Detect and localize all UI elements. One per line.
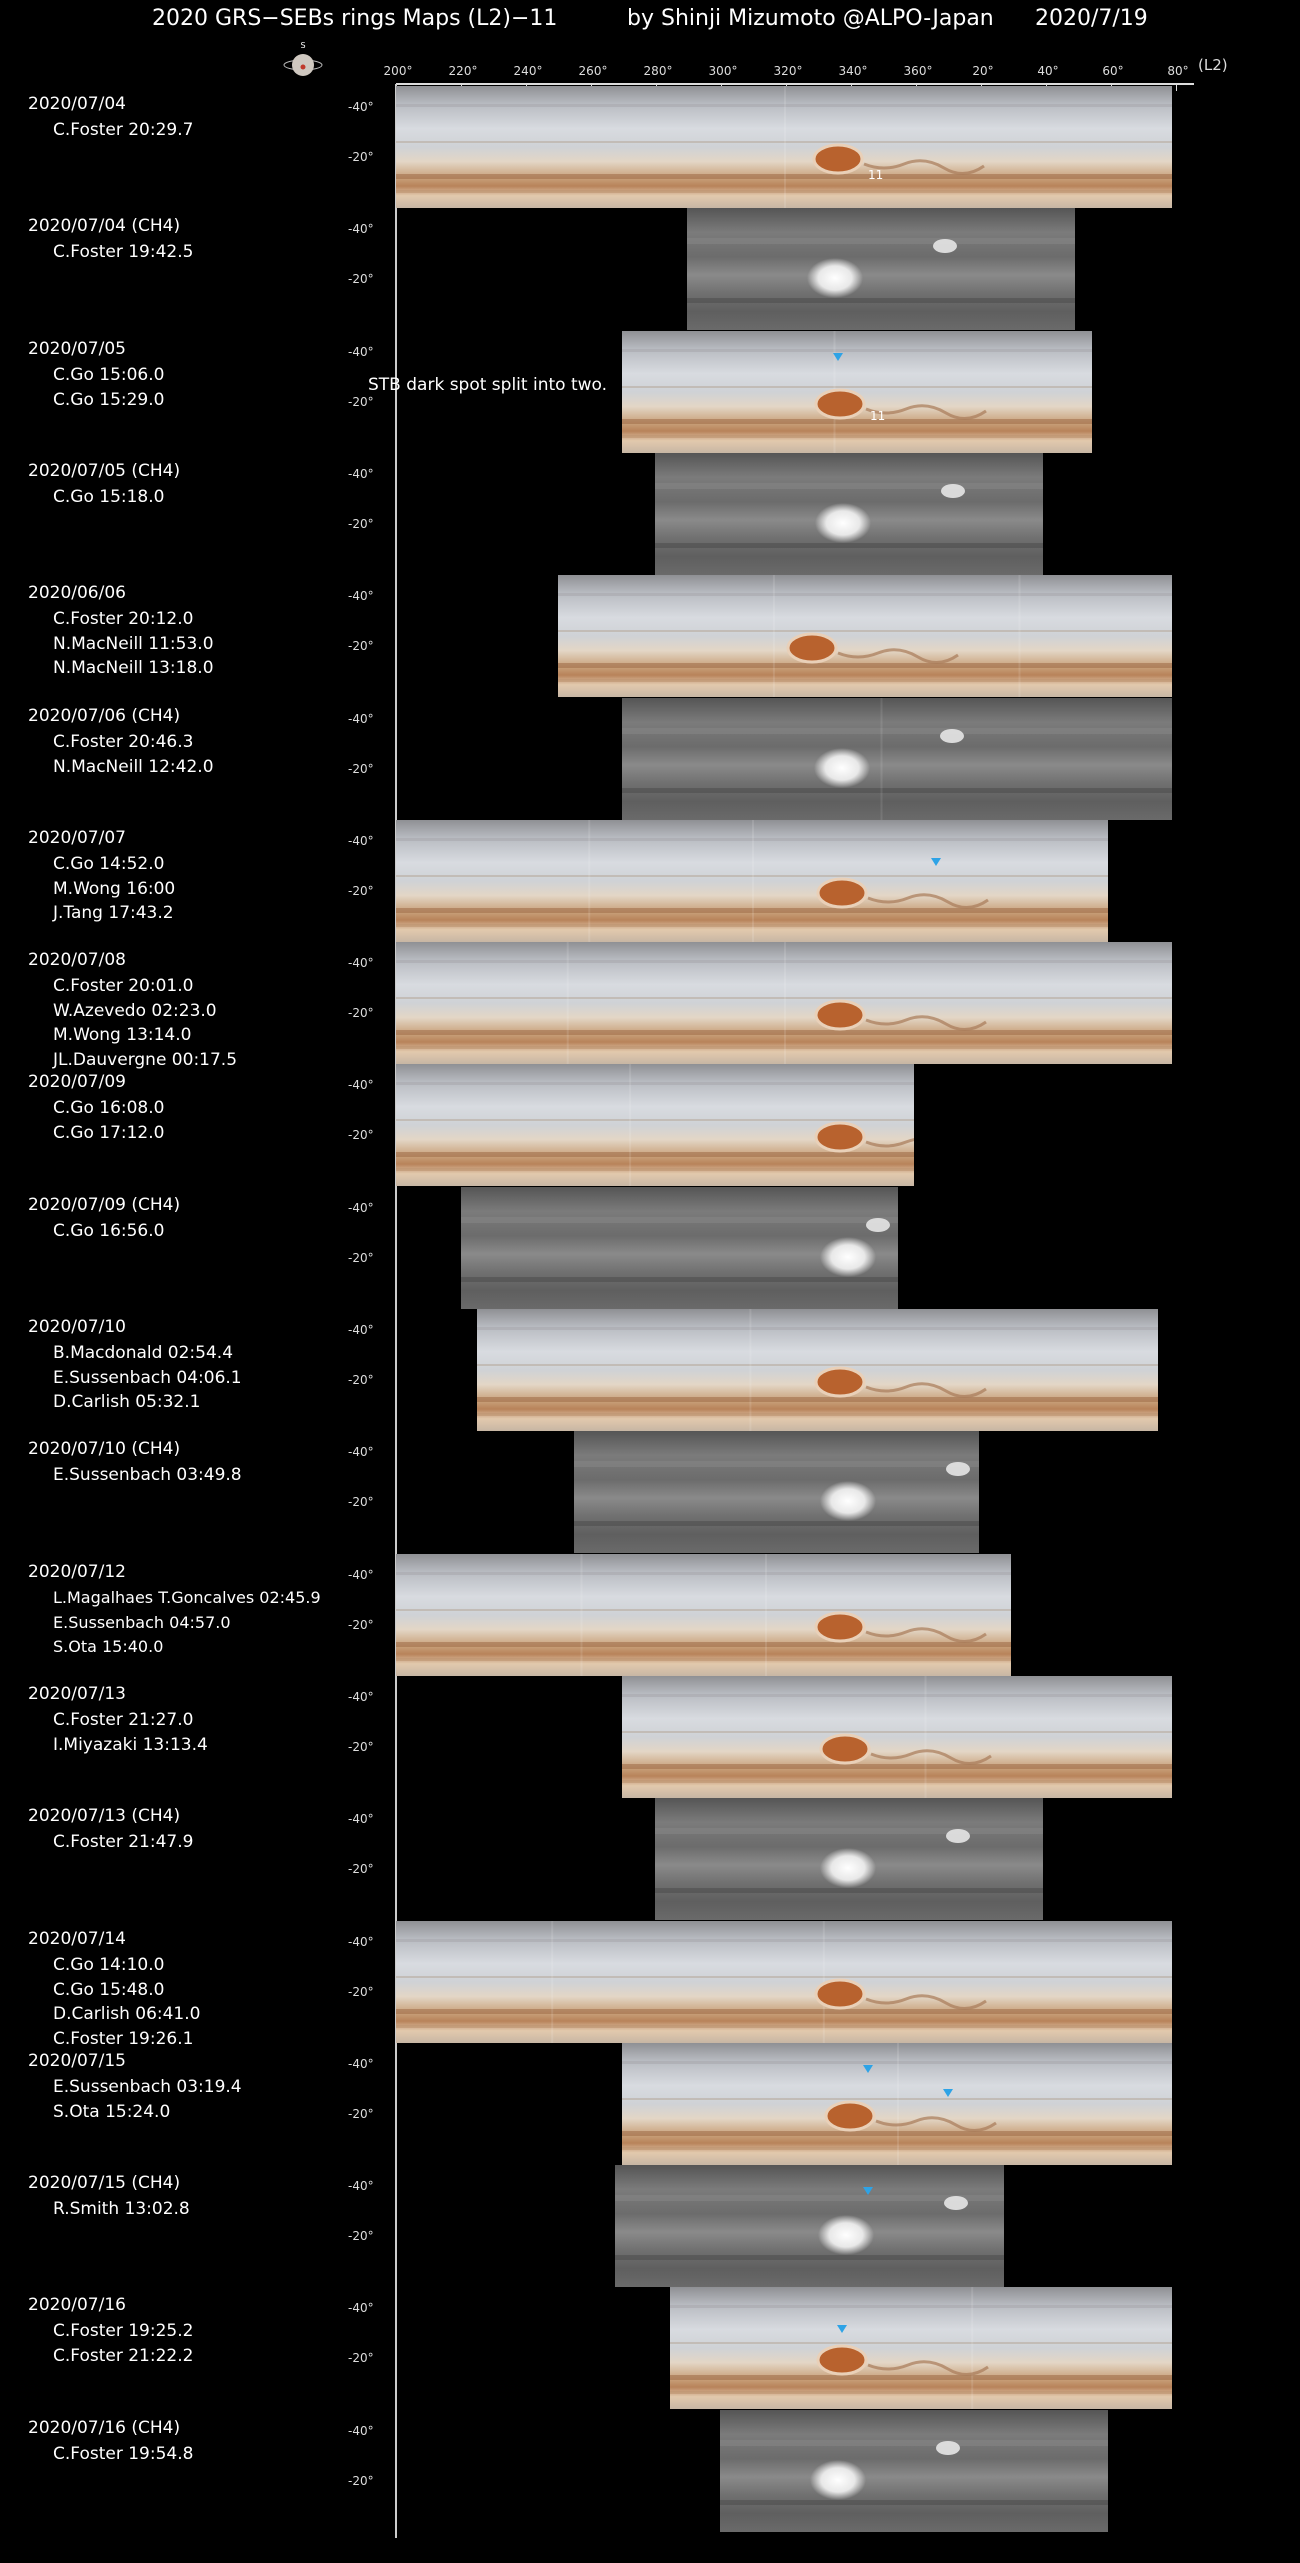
map-row-ch4 [0, 1187, 1300, 1309]
row-date: 2020/07/04 [28, 94, 126, 114]
lat-label-40: -40° [348, 100, 374, 114]
mosaic-seam [784, 86, 786, 208]
map-row-color [0, 1309, 1300, 1431]
great-red-spot [818, 2346, 866, 2374]
row-observers [53, 1096, 164, 1145]
mosaic-seam [925, 1676, 927, 1798]
observer-entry: D.Carlish 06:41.0 [53, 2004, 201, 2024]
color-strip-map [396, 942, 1172, 1064]
row-observers [53, 1953, 200, 2051]
row-date: 2020/07/09 (CH4) [28, 1195, 181, 1215]
observer-entry: R.Smith 13:02.8 [53, 2199, 190, 2219]
row-observers [53, 974, 237, 1072]
great-red-spot [816, 1613, 864, 1641]
observer-entry: C.Foster 20:29.7 [53, 120, 194, 140]
observer-entry: N.MacNeill 13:18.0 [53, 658, 214, 678]
lat-label-20: -20° [348, 272, 374, 286]
ch4-strip-map [687, 208, 1075, 330]
mosaic-seam [1019, 575, 1021, 697]
lat-label-20: -20° [348, 1618, 374, 1632]
observer-entry: L.Magalhaes T.Goncalves 02:45.9 [53, 1588, 321, 1607]
row-date: 2020/07/15 (CH4) [28, 2173, 181, 2193]
lat-label-20: -20° [348, 1006, 374, 1020]
lat-label-20: -20° [348, 884, 374, 898]
row-observers [53, 363, 164, 412]
ch4-strip-map [622, 698, 1172, 820]
mosaic-seam [567, 942, 569, 1064]
ch4-strip-map [574, 1431, 979, 1553]
observer-entry: JL.Dauvergne 00:17.5 [53, 1049, 238, 1070]
lat-label-40: -40° [348, 1078, 374, 1092]
color-strip-map [396, 86, 1172, 208]
row-date: 2020/07/09 [28, 1072, 126, 1092]
bright-oval [933, 239, 957, 253]
great-red-spot-ch4 [820, 1237, 876, 1277]
map-row-ch4 [0, 1798, 1300, 1920]
map-row-ch4 [0, 2410, 1300, 2532]
row-observers [53, 1708, 208, 1757]
color-strip-map [622, 331, 1092, 453]
row-date: 2020/07/08 [28, 950, 126, 970]
bright-oval [866, 1218, 890, 1232]
row-observers [53, 240, 193, 265]
great-red-spot [816, 1980, 864, 2008]
observer-entry: E.Sussenbach 04:06.1 [53, 1367, 242, 1388]
color-strip-map [477, 1309, 1158, 1431]
bright-oval [941, 484, 965, 498]
lat-label-40: -40° [348, 956, 374, 970]
lat-label-40: -40° [348, 1323, 374, 1337]
row-date: 2020/07/13 [28, 1684, 126, 1704]
lat-label-20: -20° [348, 2229, 374, 2243]
observer-entry: S.Ota 15:24.0 [53, 2101, 171, 2122]
great-red-spot [821, 1735, 869, 1763]
great-red-spot [788, 634, 836, 662]
row-date: 2020/07/05 (CH4) [28, 461, 181, 481]
map-row-color [0, 331, 1300, 453]
observer-entry: N.MacNeill 11:53.0 [53, 633, 214, 654]
observer-entry: C.Foster 21:22.2 [53, 2345, 194, 2366]
row-date: 2020/07/16 [28, 2295, 126, 2315]
color-strip-map [622, 1676, 1172, 1798]
map-row-color [0, 1064, 1300, 1186]
row-observers [53, 1341, 242, 1415]
great-red-spot [814, 145, 862, 173]
axis-line [396, 83, 1194, 85]
bright-oval [944, 2196, 968, 2210]
axis-tick-label: 40° [1037, 64, 1059, 78]
map-row-color [0, 575, 1300, 697]
axis-tick-label: 240° [513, 64, 543, 78]
axis-unit-label: (L2) [1198, 56, 1228, 74]
lat-label-40: -40° [348, 345, 374, 359]
great-red-spot [816, 1001, 864, 1029]
row-date: 2020/07/13 (CH4) [28, 1806, 181, 1826]
map-row-color [0, 1921, 1300, 2049]
color-strip-map [396, 1064, 914, 1186]
map-row-color [0, 820, 1300, 942]
lat-label-20: -20° [348, 1128, 374, 1142]
author-text: by Shinji Mizumoto @ALPO-Japan [627, 6, 994, 31]
observer-entry: C.Foster 19:26.1 [53, 2028, 194, 2049]
observer-entry: C.Go 16:56.0 [53, 1221, 165, 1241]
great-red-spot-ch4 [820, 1848, 876, 1888]
lat-label-20: -20° [348, 1862, 374, 1876]
bright-oval [946, 1462, 970, 1476]
axis-tick-label: 340° [838, 64, 868, 78]
mosaic-seam [773, 575, 775, 697]
lat-label-40: -40° [348, 2057, 374, 2071]
row-date: 2020/06/06 [28, 583, 126, 603]
observer-entry: C.Foster 19:42.5 [53, 242, 194, 262]
observer-entry: C.Go 15:48.0 [53, 1979, 165, 2000]
row-date: 2020/07/16 (CH4) [28, 2418, 181, 2438]
mosaic-seam [765, 1554, 767, 1676]
row-observers [53, 1463, 242, 1488]
lat-label-40: -40° [348, 834, 374, 848]
row-observers [53, 730, 214, 779]
row-observers [53, 2319, 193, 2368]
row-observers [53, 1219, 164, 1244]
lat-label-20: -20° [348, 1985, 374, 1999]
color-strip-map [396, 1921, 1172, 2043]
south-marker-label: S [300, 41, 306, 50]
lat-label-20: -20° [348, 1740, 374, 1754]
map-row-ch4 [0, 2165, 1300, 2287]
map-row-color [0, 2043, 1300, 2165]
great-red-spot [816, 390, 864, 418]
great-red-spot-ch4 [815, 503, 871, 543]
observer-entry: D.Carlish 05:32.1 [53, 1392, 201, 1412]
observer-entry: M.Wong 16:00 [53, 878, 176, 899]
observer-entry: C.Foster 20:01.0 [53, 976, 194, 996]
map-row-ch4 [0, 1431, 1300, 1553]
axis-tick-label: 60° [1102, 64, 1124, 78]
lat-label-20: -20° [348, 2474, 374, 2488]
row-date: 2020/07/14 [28, 1929, 126, 1949]
lat-label-20: -20° [348, 150, 374, 164]
row-date: 2020/07/12 [28, 1562, 126, 1582]
map-row-color [0, 942, 1300, 1070]
observer-entry: C.Go 15:18.0 [53, 487, 165, 507]
axis-tick-label: 220° [448, 64, 478, 78]
observer-entry: C.Go 15:06.0 [53, 365, 165, 385]
map-row-ch4 [0, 453, 1300, 575]
map-row-color [0, 1554, 1300, 1676]
title-text: 2020 GRS−SEBs rings Maps (L2)−11 [152, 6, 558, 31]
observer-entry: M.Wong 13:14.0 [53, 1025, 192, 1045]
lat-label-20: -20° [348, 1251, 374, 1265]
lat-label-20: -20° [348, 639, 374, 653]
row-observers [53, 2197, 190, 2222]
observer-entry: E.Sussenbach 03:49.8 [53, 1465, 242, 1485]
bright-oval [940, 729, 964, 743]
observer-entry: I.Miyazaki 13:13.4 [53, 1734, 208, 1755]
mosaic-seam [881, 698, 883, 820]
mosaic-seam [752, 820, 754, 942]
lat-label-40: -40° [348, 2424, 374, 2438]
mosaic-seam [971, 2287, 973, 2409]
lat-label-40: -40° [348, 1201, 374, 1215]
great-red-spot [818, 879, 866, 907]
lat-label-20: -20° [348, 517, 374, 531]
color-strip-map [670, 2287, 1172, 2409]
map-row-color [0, 86, 1300, 208]
row-observers [53, 485, 164, 510]
observer-entry: C.Foster 19:54.8 [53, 2444, 194, 2464]
axis-tick-label: 300° [708, 64, 738, 78]
lat-label-40: -40° [348, 1812, 374, 1826]
axis-tick-label: 80° [1167, 64, 1189, 78]
lat-label-20: -20° [348, 2107, 374, 2121]
row-observers [53, 2075, 242, 2124]
observer-entry: E.Sussenbach 04:57.0 [53, 1612, 231, 1632]
lat-label-20: -20° [348, 762, 374, 776]
lat-label-40: -40° [348, 467, 374, 481]
observer-entry: B.Macdonald 02:54.4 [53, 1343, 234, 1363]
great-red-spot [826, 2102, 874, 2130]
great-red-spot-ch4 [810, 2460, 866, 2500]
ch4-strip-map [461, 1187, 898, 1309]
row-date: 2020/07/05 [28, 339, 126, 359]
page-title [0, 6, 1300, 40]
map-row-color [0, 2287, 1300, 2409]
lat-label-40: -40° [348, 589, 374, 603]
observer-entry: C.Go 16:08.0 [53, 1098, 165, 1118]
great-red-spot [816, 1123, 864, 1151]
row-date: 2020/07/06 (CH4) [28, 706, 181, 726]
observer-entry: C.Foster 20:12.0 [53, 609, 194, 629]
mosaic-seam [897, 2043, 899, 2165]
observer-entry: S.Ota 15:40.0 [53, 1637, 164, 1656]
mosaic-seam [784, 942, 786, 1064]
ch4-strip-map [655, 453, 1043, 575]
observer-entry: N.MacNeill 12:42.0 [53, 756, 214, 777]
lat-label-40: -40° [348, 712, 374, 726]
lat-label-20: -20° [348, 1373, 374, 1387]
lat-label-20: -20° [348, 2351, 374, 2365]
map-row-ch4 [0, 698, 1300, 820]
observer-entry: C.Go 17:12.0 [53, 1122, 165, 1143]
axis-tick-label: 20° [972, 64, 994, 78]
great-red-spot [816, 1368, 864, 1396]
great-red-spot-ch4 [814, 748, 870, 788]
lat-label-40: -40° [348, 222, 374, 236]
row-observers [53, 607, 214, 681]
observer-entry: C.Foster 21:47.9 [53, 1832, 194, 1852]
great-red-spot-ch4 [807, 258, 863, 298]
row-date: 2020/07/15 [28, 2051, 126, 2071]
mosaic-seam [749, 1309, 751, 1431]
color-strip-map [558, 575, 1172, 697]
axis-tick-label: 280° [643, 64, 673, 78]
map-row-ch4 [0, 208, 1300, 330]
color-strip-map [396, 1554, 1011, 1676]
great-red-spot-ch4 [818, 2215, 874, 2255]
axis-tick-label: 260° [578, 64, 608, 78]
row-observers [53, 1586, 321, 1660]
lat-label-40: -40° [348, 2301, 374, 2315]
observer-entry: C.Go 15:29.0 [53, 389, 165, 410]
row-date: 2020/07/07 [28, 828, 126, 848]
color-strip-map [396, 820, 1108, 942]
mosaic-seam [629, 1064, 631, 1186]
ch4-strip-map [655, 1798, 1043, 1920]
mosaic-seam [588, 820, 590, 942]
observer-entry: J.Tang 17:43.2 [53, 903, 174, 923]
ch4-strip-map [615, 2165, 1004, 2287]
lat-label-40: -40° [348, 1690, 374, 1704]
spot-label: 11 [868, 168, 884, 182]
lat-label-40: -40° [348, 1445, 374, 1459]
spot-label: 11 [870, 409, 886, 423]
lat-label-20: -20° [348, 395, 374, 409]
ch4-strip-map [720, 2410, 1108, 2532]
axis-tick-label: 320° [773, 64, 803, 78]
bright-oval [946, 1829, 970, 1843]
observer-entry: W.Azevedo 02:23.0 [53, 1000, 217, 1021]
color-strip-map [622, 2043, 1172, 2165]
observer-entry: C.Foster 21:27.0 [53, 1710, 194, 1730]
observer-entry: C.Foster 20:46.3 [53, 732, 194, 752]
row-note: STB dark spot split into two. [368, 375, 608, 395]
lat-label-20: -20° [348, 1495, 374, 1509]
bright-oval [936, 2441, 960, 2455]
row-observers [53, 118, 193, 143]
great-red-spot-ch4 [820, 1481, 876, 1521]
observer-entry: C.Go 14:10.0 [53, 1955, 165, 1975]
row-date: 2020/07/10 [28, 1317, 126, 1337]
axis-tick-label: 200° [383, 64, 413, 78]
observer-entry: E.Sussenbach 03:19.4 [53, 2077, 242, 2097]
row-observers [53, 2442, 193, 2467]
mosaic-seam [551, 1921, 553, 2043]
axis-tick-label: 360° [903, 64, 933, 78]
row-observers [53, 852, 175, 926]
lat-label-40: -40° [348, 2179, 374, 2193]
observer-entry: C.Foster 19:25.2 [53, 2321, 194, 2341]
map-row-color [0, 1676, 1300, 1798]
lat-label-40: -40° [348, 1935, 374, 1949]
lat-label-40: -40° [348, 1568, 374, 1582]
observer-entry: C.Go 14:52.0 [53, 854, 165, 874]
date-text: 2020/7/19 [1035, 6, 1148, 31]
row-observers [53, 1830, 193, 1855]
mosaic-seam [581, 1554, 583, 1676]
row-date: 2020/07/10 (CH4) [28, 1439, 181, 1459]
row-date: 2020/07/04 (CH4) [28, 216, 181, 236]
